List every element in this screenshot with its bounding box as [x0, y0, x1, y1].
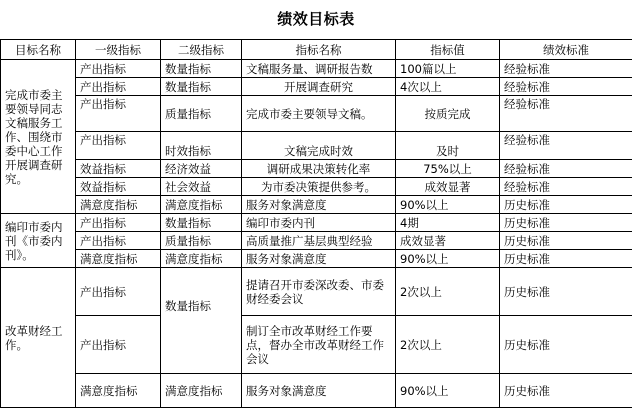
level1-cell: 满意度指标: [76, 250, 161, 268]
indicator-cell: 服务对象满意度: [242, 374, 396, 408]
standard-cell: 历史标准: [500, 196, 632, 214]
indicator-cell: 调研成果决策转化率: [242, 160, 396, 178]
header-indicator-value: 指标值: [396, 40, 500, 60]
header-row: [1, 40, 632, 60]
indicator-cell: 开展调查研究: [242, 78, 396, 96]
level1-cell: 产出指标: [76, 232, 161, 250]
header-indicator-name: 指标名称: [242, 40, 396, 60]
header-target-name: 目标名称: [1, 40, 76, 60]
level2-cell: 社会效益: [161, 178, 242, 196]
level2-cell: 时效指标: [161, 132, 242, 160]
standard-cell: 历史标准: [500, 374, 632, 408]
table-row: [1, 60, 632, 78]
value-cell: 及时: [396, 132, 500, 160]
table-row: [1, 178, 632, 196]
level2-cell: 数量指标: [161, 78, 242, 96]
value-cell: 75%以上: [396, 160, 500, 178]
value-cell: 成效显著: [396, 232, 500, 250]
value-cell: 按质完成: [396, 96, 500, 132]
indicator-cell: 完成市委主要领导文稿。: [242, 96, 396, 132]
table-row: [1, 160, 632, 178]
level1-cell: 产出指标: [76, 78, 161, 96]
target-name-cell: 编印市委内刊《市委内刊》。: [1, 214, 76, 268]
standard-cell: 经验标准: [500, 96, 632, 132]
level1-cell: 产出指标: [76, 214, 161, 232]
standard-cell: 经验标准: [500, 132, 632, 160]
level2-cell: 质量指标: [161, 232, 242, 250]
target-table: [0, 39, 632, 408]
value-cell: 90%以上: [396, 250, 500, 268]
level1-cell: 效益指标: [76, 160, 161, 178]
standard-cell: 历史标准: [500, 268, 632, 316]
indicator-cell: 为市委决策提供参考。: [242, 178, 396, 196]
table-row: [1, 232, 632, 250]
indicator-cell: 文稿服务量、调研报告数: [242, 60, 396, 78]
value-cell: 4期: [396, 214, 500, 232]
level1-cell: 产出指标: [76, 316, 161, 374]
standard-cell: 历史标准: [500, 214, 632, 232]
level2-cell: 经济效益: [161, 160, 242, 178]
indicator-cell: 高质量推广基层典型经验: [242, 232, 396, 250]
level2-cell: 数量指标: [161, 214, 242, 232]
header-level1: 一级指标: [76, 40, 161, 60]
value-cell: 2次以上: [396, 316, 500, 374]
table-row: [1, 196, 632, 214]
indicator-cell: 制订全市改革财经工作要点，督办全市改革财经工作会议: [242, 316, 396, 374]
standard-cell: 历史标准: [500, 250, 632, 268]
standard-cell: 历史标准: [500, 232, 632, 250]
standard-cell: 经验标准: [500, 60, 632, 78]
table-row: [1, 316, 632, 374]
header-level2: 二级指标: [161, 40, 242, 60]
indicator-cell: 文稿完成时效: [242, 132, 396, 160]
table-row: [1, 78, 632, 96]
level2-cell: 质量指标: [161, 96, 242, 132]
standard-cell: 经验标准: [500, 160, 632, 178]
value-cell: 90%以上: [396, 196, 500, 214]
standard-cell: 经验标准: [500, 78, 632, 96]
target-name-cell: 改革财经工作。: [1, 268, 76, 408]
level2-cell: 满意度指标: [161, 196, 242, 214]
value-cell: 100篇以上: [396, 60, 500, 78]
table-row: [1, 96, 632, 132]
indicator-cell: 编印市委内刊: [242, 214, 396, 232]
value-cell: 2次以上: [396, 268, 500, 316]
sheet-title: 绩效目标表: [277, 10, 355, 28]
table-row: [1, 214, 632, 232]
level2-cell: 满意度指标: [161, 250, 242, 268]
target-name-cell: 完成市委主要领导同志文稿服务工作、围绕市委中心工作开展调查研究。: [1, 60, 76, 214]
indicator-cell: 提请召开市委深改委、市委财经委会议: [242, 268, 396, 316]
value-cell: 90%以上: [396, 374, 500, 408]
table-row: [1, 268, 632, 316]
table-row: [1, 374, 632, 408]
level1-cell: 产出指标: [76, 132, 161, 160]
standard-cell: 经验标准: [500, 178, 632, 196]
level1-cell: 满意度指标: [76, 196, 161, 214]
level2-cell: 满意度指标: [161, 374, 242, 408]
level1-cell: 满意度指标: [76, 374, 161, 408]
indicator-cell: 服务对象满意度: [242, 196, 396, 214]
standard-cell: 历史标准: [500, 316, 632, 374]
value-cell: 4次以上: [396, 78, 500, 96]
level2-cell: 数量指标: [161, 268, 242, 374]
header-standard: 绩效标准: [500, 40, 632, 60]
level1-cell: 效益指标: [76, 178, 161, 196]
value-cell: 成效显著: [396, 178, 500, 196]
level1-cell: 产出指标: [76, 268, 161, 316]
level1-cell: 产出指标: [76, 96, 161, 132]
table-row: [1, 132, 632, 160]
level2-cell: 数量指标: [161, 60, 242, 78]
indicator-cell: 服务对象满意度: [242, 250, 396, 268]
level1-cell: 产出指标: [76, 60, 161, 78]
table-row: [1, 250, 632, 268]
